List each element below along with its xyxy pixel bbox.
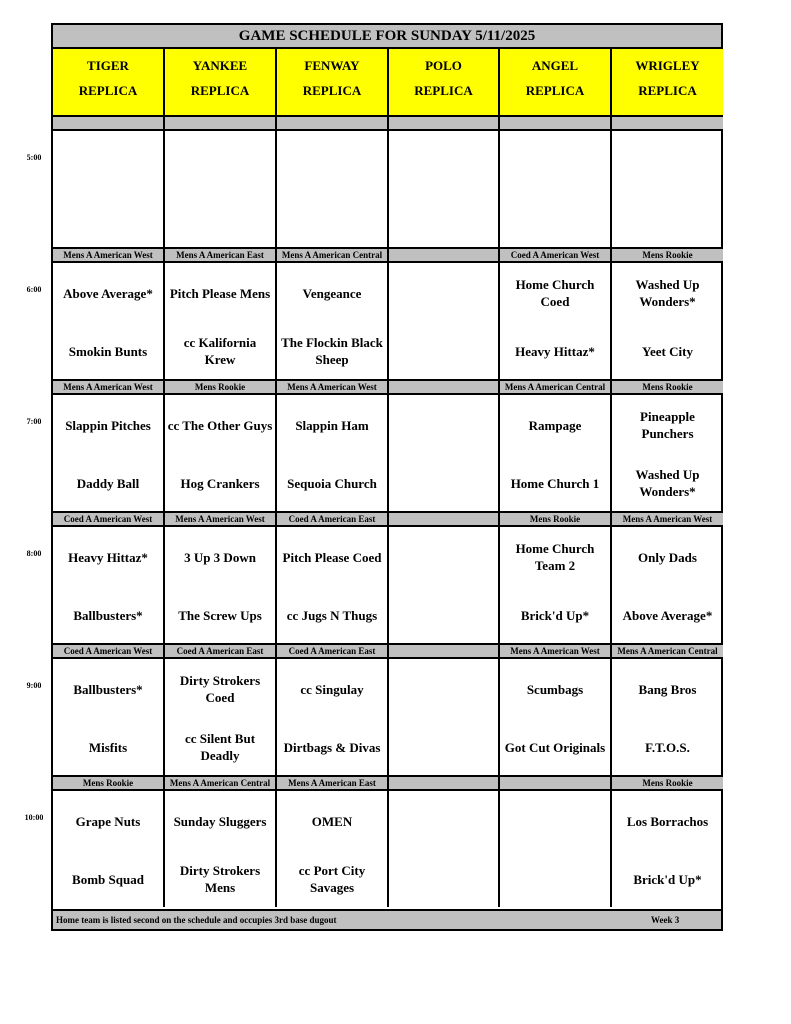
game-cell [53,131,165,247]
game-cell [389,395,500,511]
division-label: Coed A American East [277,511,389,527]
home-team: Washed Up Wonders* [635,467,700,499]
field-header [389,49,500,115]
away-team: cc Singulay [300,681,364,697]
division-label [389,379,500,395]
field-header [277,49,389,115]
field-header [53,49,165,115]
division-label [500,775,612,791]
away-team: Vengeance [302,285,362,301]
away-team: Dirty Strokers Coed [179,673,261,705]
division-label [277,115,389,131]
away-team: 3 Up 3 Down [184,549,256,565]
division-label: Mens A American Central [165,775,277,791]
home-team [167,201,273,237]
game-cell [53,659,165,775]
away-team: Sunday Sluggers [173,813,267,829]
away-team: Pitch Please Coed [282,549,382,565]
home-team [391,729,496,765]
division-label: Coed A American West [53,511,165,527]
away-team [55,143,161,179]
home-team: The Flockin Black Sheep [281,335,383,367]
home-team: Daddy Ball [76,475,140,491]
home-team: Bomb Squad [72,871,144,887]
game-cell [277,659,389,775]
division-label [612,115,723,131]
home-team: Yeet City [642,343,693,359]
field-subtitle: REPLICA [302,83,362,98]
game-cell [277,131,389,247]
game-cell [165,659,277,775]
home-team: Sequoia Church [287,475,377,491]
field-subtitle: REPLICA [414,83,473,98]
division-label [53,115,165,131]
field-name: ANGEL [531,58,579,73]
home-team: The Screw Ups [178,607,262,623]
division-label: Mens A American West [500,643,612,659]
game-cell [277,395,389,511]
game-cell [500,527,612,643]
home-team: Heavy Hittaz* [515,343,595,359]
home-team: Dirty Strokers Mens [179,863,261,895]
field-name: POLO [425,58,462,73]
division-label [389,775,500,791]
home-team [502,861,608,897]
division-label: Mens A American East [165,247,277,263]
field-header [165,49,277,115]
week-label: Week 3 [651,915,680,925]
division-label: Mens A American West [165,511,277,527]
game-cell [612,791,723,907]
time-label: 7:00 [26,417,42,426]
away-team [391,407,496,443]
away-team [167,143,273,179]
division-label: Mens A American West [612,511,723,527]
home-team: Got Cut Originals [504,739,606,755]
home-team [391,861,496,897]
away-team: Slappin Ham [295,417,369,433]
division-label: Coed A American West [500,247,612,263]
away-team: Home Church Coed [515,277,595,309]
game-cell [612,131,723,247]
home-team: Home Church 1 [510,475,600,491]
time-label: 5:00 [26,153,42,162]
time-label: 8:00 [26,549,42,558]
game-cell [612,659,723,775]
time-label: 9:00 [26,681,42,690]
field-name: WRIGLEY [635,58,700,73]
game-cell [277,263,389,379]
home-team: Hog Crankers [180,475,260,491]
home-team [391,597,496,633]
game-cell [53,527,165,643]
game-cell [389,791,500,907]
home-team: cc Port City Savages [298,863,366,895]
away-team [391,143,496,179]
division-label [500,115,612,131]
away-team: Ballbusters* [73,681,143,697]
away-team: Above Average* [63,285,153,301]
division-label [389,247,500,263]
division-label: Coed A American East [277,643,389,659]
home-team: F.T.O.S. [645,739,690,755]
away-team [391,671,496,707]
home-team [391,333,496,369]
game-cell [165,263,277,379]
division-label: Mens Rookie [612,247,723,263]
division-label [389,643,500,659]
division-label: Mens A American West [53,247,165,263]
home-team-note: Home team is listed second on the schedule and occupies 3rd base dugout [56,915,337,925]
home-team [502,201,608,237]
home-team [614,201,721,237]
game-cell [500,395,612,511]
away-team: Heavy Hittaz* [68,549,148,565]
away-team [502,143,608,179]
division-label: Coed A American West [53,643,165,659]
game-cell [165,131,277,247]
division-label [389,115,500,131]
home-team [391,465,496,501]
home-team: Brick'd Up* [633,871,702,887]
away-team [502,803,608,839]
division-label [165,115,277,131]
game-cell [612,263,723,379]
field-name: YANKEE [192,58,248,73]
home-team: cc Silent But Deadly [184,731,256,763]
schedule-title: GAME SCHEDULE FOR SUNDAY 5/11/2025 [53,25,721,49]
home-team [391,201,496,237]
division-label: Mens Rookie [612,775,723,791]
field-subtitle: REPLICA [638,83,697,98]
away-team [391,275,496,311]
field-header [500,49,612,115]
away-team: Scumbags [526,681,584,697]
game-cell [53,791,165,907]
away-team: Home Church Team 2 [515,541,595,573]
home-team: cc Kalifornia Krew [183,335,257,367]
division-label: Mens A American Central [500,379,612,395]
field-subtitle: REPLICA [525,83,585,98]
away-team [391,539,496,575]
division-label: Mens A American Central [612,643,723,659]
game-cell [500,263,612,379]
game-cell [53,263,165,379]
game-cell [389,527,500,643]
home-team [279,201,385,237]
game-cell [389,263,500,379]
division-label: Mens A American West [277,379,389,395]
division-label: Mens A American East [277,775,389,791]
division-label: Coed A American East [165,643,277,659]
away-team: Grape Nuts [75,813,141,829]
away-team: Bang Bros [638,681,697,697]
division-label: Mens Rookie [165,379,277,395]
game-cell [165,527,277,643]
game-cell [53,395,165,511]
away-team: Only Dads [638,549,697,565]
away-team: Pineapple Punchers [640,409,695,441]
division-label [389,511,500,527]
away-team [391,803,496,839]
away-team: Rampage [528,417,582,433]
field-name: FENWAY [304,58,360,73]
field-subtitle: REPLICA [190,83,250,98]
field-header [612,49,723,115]
division-label: Mens A American West [53,379,165,395]
game-cell [612,527,723,643]
away-team: Pitch Please Mens [169,285,271,301]
home-team: Dirtbags & Divas [283,739,381,755]
game-cell [612,395,723,511]
home-team: Misfits [88,739,128,755]
away-team: OMEN [311,813,353,829]
division-label: Mens Rookie [500,511,612,527]
game-cell [500,791,612,907]
game-cell [165,791,277,907]
home-team: Above Average* [622,607,713,623]
division-label: Mens A American Central [277,247,389,263]
field-name: TIGER [87,58,129,73]
field-subtitle: REPLICA [78,83,138,98]
home-team [55,201,161,237]
away-team: cc The Other Guys [167,417,273,433]
away-team [279,143,385,179]
time-label: 10:00 [24,813,44,822]
game-cell [500,659,612,775]
game-cell [389,659,500,775]
home-team: Smokin Bunts [68,343,148,359]
schedule-sheet [51,23,723,931]
division-label: Mens Rookie [53,775,165,791]
time-label: 6:00 [26,285,42,294]
home-team: cc Jugs N Thugs [286,607,378,623]
away-team: Slappin Pitches [65,417,151,433]
away-team: Los Borrachos [626,813,709,829]
away-team: Washed Up Wonders* [635,277,700,309]
home-team: Brick'd Up* [520,607,590,623]
game-cell [389,131,500,247]
footer-bar [53,909,721,929]
home-team: Ballbusters* [73,607,143,623]
game-cell [165,395,277,511]
away-team [614,143,721,179]
division-label: Mens Rookie [612,379,723,395]
game-cell [277,791,389,907]
game-cell [500,131,612,247]
game-cell [277,527,389,643]
